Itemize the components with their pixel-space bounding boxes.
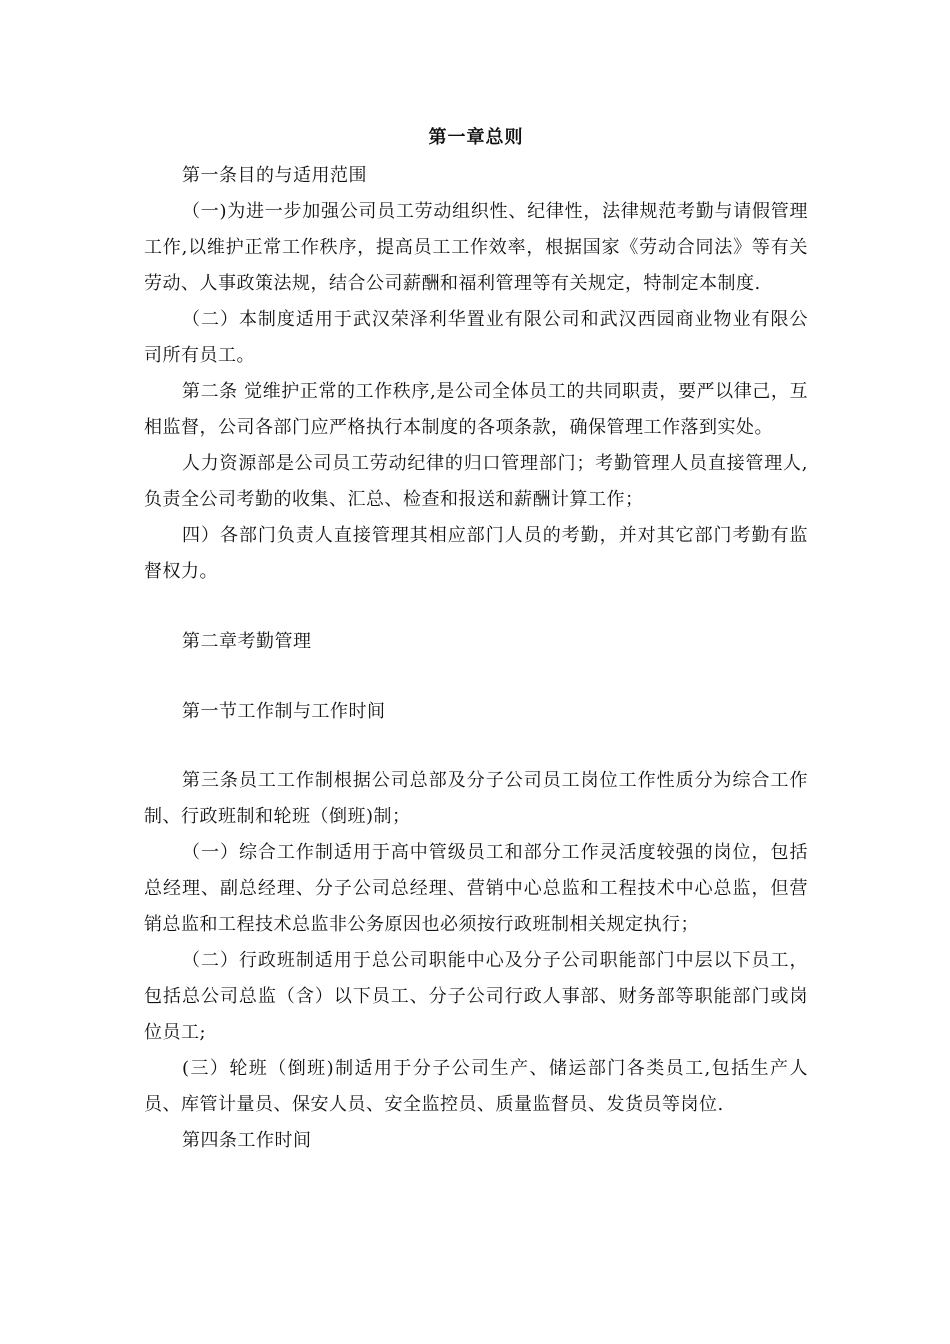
article-2-hr-dept: 人力资源部是公司员工劳动纪律的归口管理部门；考勤管理人员直接管理人,负责全公司考勤的收集、汇总、检查和报送和薪酬计算工作；: [144, 453, 808, 510]
document-page: [144, 122, 808, 1159]
section-1-title: 第一节工作制与工作时间: [182, 701, 386, 722]
article-1-heading: 第一条目的与适用范围: [182, 165, 367, 186]
article-2: 第二条 觉维护正常的工作秩序,是公司全体员工的共同职责，要严以律己，互相监督，公司各部门应严格执行本制度的各项条款，确保管理工作落到实处。: [144, 381, 808, 438]
spacer: [144, 730, 808, 763]
article-1-clause-2: （二）本制度适用于武汉荣泽利华置业有限公司和武汉西园商业物业有限公司所有员工。: [144, 309, 808, 366]
article-2-clause-4: 四）各部门负责人直接管理其相应部门人员的考勤，并对其它部门考勤有监督权力。: [144, 525, 808, 582]
article-3-clause-2: （二）行政班制适用于总公司职能中心及分子公司职能部门中层以下员工，包括总公司总监（含）以下员工、分子公司行政人事部、财务部等职能部门或岗位员工;: [144, 950, 808, 1043]
chapter-2-title: 第二章考勤管理: [182, 631, 312, 652]
article-4-heading: 第四条工作时间: [182, 1130, 312, 1151]
spacer: [144, 590, 808, 624]
article-3-clause-3: (三）轮班（倒班)制适用于分子公司生产、储运部门各类员工,包括生产人员、库管计量员、保安人员、安全监控员、质量监督员、发货员等岗位.: [144, 1058, 808, 1115]
article-3-clause-1: （一）综合工作制适用于高中管级员工和部分工作灵活度较强的岗位，包括总经理、副总经理、分子公司总经理、营销中心总监和工程技术中心总监，但营销总监和工程技术总监非公务原因也必须按行政班制相关规定执行；: [144, 842, 808, 935]
spacer: [144, 660, 808, 694]
chapter-1-title: 第一章总则: [428, 127, 524, 148]
article-3: 第三条员工工作制根据公司总部及分子公司员工岗位工作性质分为综合工作制、行政班制和轮班（倒班)制；: [144, 770, 808, 827]
article-1-clause-1: （一)为进一步加强公司员工劳动组织性、纪律性，法律规范考勤与请假管理工作,以维护正常工作秩序，提高员工工作效率，根据国家《劳动合同法》等有关劳动、人事政策法规，结合公司薪酬和福利管理等有关规定，特制定本制度.: [144, 201, 808, 294]
